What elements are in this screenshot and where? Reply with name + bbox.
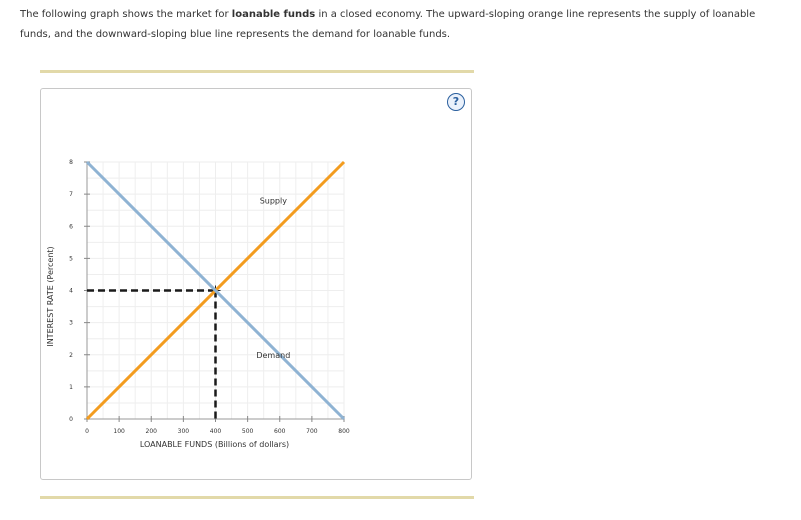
x-tick-label: 500 — [241, 428, 254, 435]
supply-label: Supply — [259, 196, 287, 206]
intro-text-end: in a closed economy. The upward-sloping orange line represents the supply of loanable funds, and the downward-sloping blue line represents the demand for loanable funds. — [20, 9, 756, 40]
y-tick-label: 0 — [69, 416, 73, 423]
y-axis-title: INTEREST RATE (Percent) — [46, 246, 55, 347]
y-tick-label: 1 — [69, 383, 73, 391]
x-tick-label: 0 — [85, 428, 89, 435]
y-tick-label: 7 — [69, 191, 73, 199]
x-tick-label: 600 — [274, 428, 286, 435]
x-tick-label: 700 — [306, 428, 318, 435]
x-axis-title: LOANABLE FUNDS (Billions of dollars) — [139, 440, 290, 449]
y-tick-label: 4 — [69, 287, 73, 295]
x-tick-label: 100 — [113, 428, 125, 435]
y-tick-label: 8 — [69, 159, 73, 166]
x-tick-label: 200 — [145, 428, 157, 435]
y-tick-label: 5 — [69, 255, 73, 263]
demand-label: Demand — [256, 350, 291, 360]
x-tick-label: 400 — [209, 428, 222, 435]
y-tick-label: 2 — [69, 351, 73, 359]
x-tick-label: 300 — [177, 428, 190, 435]
help-icon[interactable]: ? — [447, 93, 465, 111]
bottom-divider — [40, 496, 474, 499]
y-tick-label: 6 — [69, 223, 73, 231]
x-tick-label: 800 — [338, 428, 350, 435]
intro-text-start: The following graph shows the market for — [20, 9, 232, 20]
y-tick-label: 3 — [69, 319, 73, 327]
intro-bold-term: loanable funds — [231, 9, 316, 20]
